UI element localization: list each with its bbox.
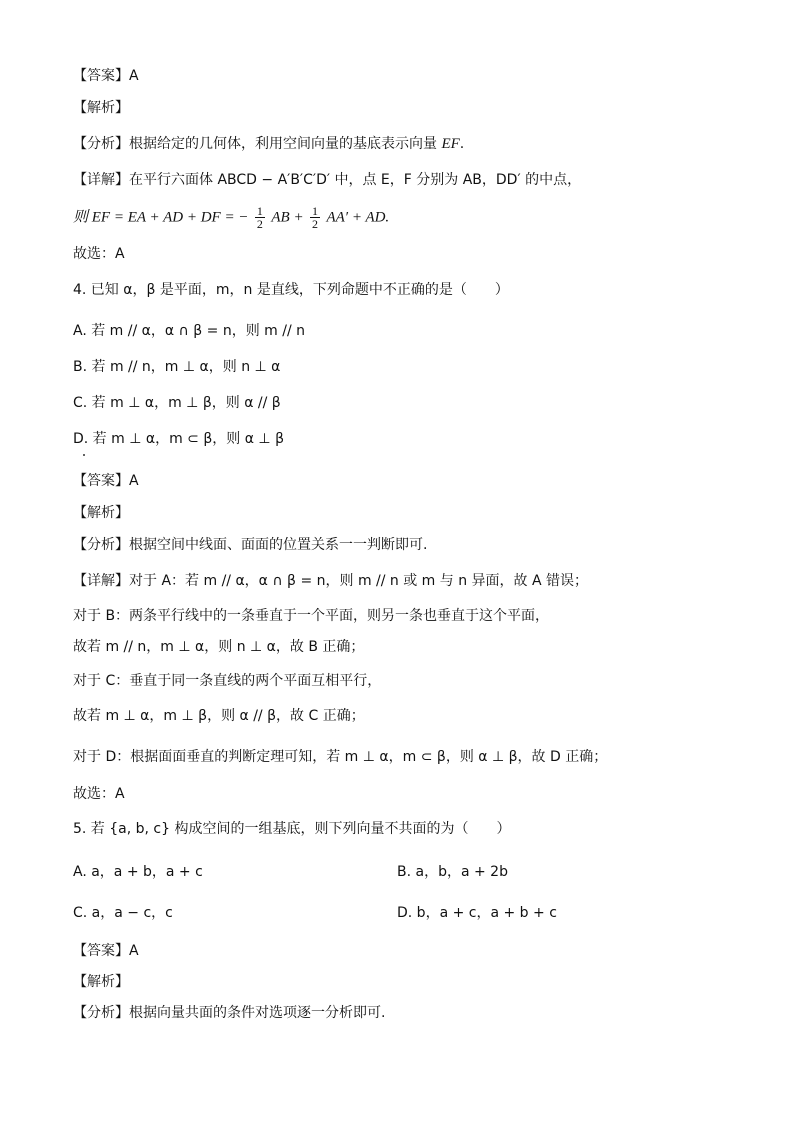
q5-analysis-label: 【解析】 [73, 974, 129, 990]
q4-option-c: C. 若 m ⊥ α，m ⊥ β，则 α // β [73, 395, 281, 411]
q4-choice: 故选：A [73, 786, 125, 802]
q3-detail-eq-part2: AB + [271, 209, 304, 226]
q3-choice: 故选：A [73, 246, 125, 262]
q3-answer: 【答案】A [73, 68, 139, 84]
q4-answer: 【答案】A [73, 473, 139, 489]
q4-detail-2: 对于 B：两条平行线中的一条垂直于一个平面，则另一条也垂直于这个平面， [73, 608, 550, 624]
q4-stem: 4. 已知 α，β 是平面，m，n 是直线，下列命题中不正确的是（ ） [73, 282, 509, 298]
q3-fenxi-end: . [459, 136, 465, 152]
q5-option-c: C. a，a − c，c [73, 905, 173, 921]
q5-answer: 【答案】A [73, 943, 139, 959]
q5-option-a: A. a，a + b，a + c [73, 864, 203, 880]
q3-detail-eq-part1: 则 EF = EA + AD + DF = − [73, 209, 249, 226]
q4-detail-4: 对于 C：垂直于同一条直线的两个平面互相平行， [73, 673, 382, 689]
q4-fenxi: 【分析】根据空间中线面、面面的位置关系一一判断即可. [73, 537, 428, 553]
q4-option-b: B. 若 m // n，m ⊥ α，则 n ⊥ α [73, 359, 281, 375]
q3-detail-eq-part3: AA′ + AD. [326, 209, 390, 226]
q4-option-d: D. 若 m ⊥ α，m ⊂ β，则 α ⊥ β [73, 431, 285, 447]
q5-fenxi: 【分析】根据向量共面的条件对选项逐一分析即可. [73, 1005, 386, 1021]
stray-dot [83, 454, 85, 456]
q4-analysis-label: 【解析】 [73, 505, 129, 521]
q3-detail-line-2 [73, 205, 389, 230]
q5-option-b: B. a，b，a + 2b [397, 864, 508, 880]
q5-stem: 5. 若 {a, b, c} 构成空间的一组基底，则下列向量不共面的为（ ） [73, 821, 511, 837]
q4-detail-5: 故若 m ⊥ α，m ⊥ β，则 α // β，故 C 正确； [73, 708, 365, 724]
q5-option-d: D. b，a + c，a + b + c [397, 905, 557, 921]
q4-detail-1: 【详解】对于 A：若 m // α，α ∩ β = n，则 m // n 或 m 与 n 异面，故 A 错误； [73, 573, 589, 589]
q3-fenxi-text: 【分析】根据给定的几何体，利用空间向量的基底表示向量 [73, 136, 442, 152]
q4-detail-3: 故若 m // n，m ⊥ α，则 n ⊥ α，故 B 正确； [73, 639, 365, 655]
q3-detail-line-1: 【详解】在平行六面体 ABCD − A′B′C′D′ 中，点 E，F 分别为 AB，DD′ 的中点， [73, 172, 582, 188]
q3-analysis-label: 【解析】 [73, 100, 129, 116]
q3-fenxi-vector: EF [441, 136, 460, 152]
q3-fenxi [73, 134, 464, 154]
fraction-half-1: $\frac{1}{2}$ [256, 204, 263, 231]
fraction-half-2: $\frac{1}{2}$ [312, 204, 319, 231]
q4-detail-6: 对于 D：根据面面垂直的判断定理可知，若 m ⊥ α，m ⊂ β，则 α ⊥ β，故 D 正确； [73, 749, 608, 765]
q4-option-a: A. 若 m // α，α ∩ β = n，则 m // n [73, 323, 305, 339]
